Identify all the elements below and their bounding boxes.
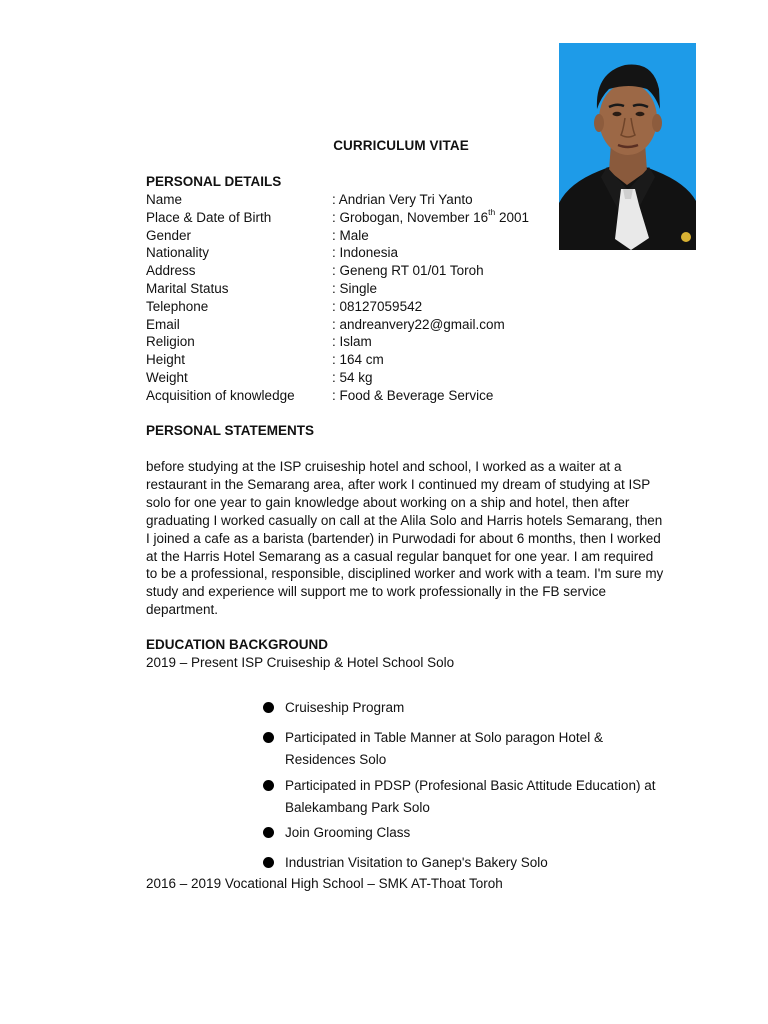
education-entry: 2016 – 2019 Vocational High School – SMK AT-Thoat Toroh xyxy=(146,876,503,891)
detail-value: : 54 kg xyxy=(332,369,373,385)
list-item xyxy=(262,727,662,771)
detail-value: : Islam xyxy=(332,334,372,350)
detail-value: : Geneng RT 01/01 Toroh xyxy=(332,263,484,279)
detail-label: Weight xyxy=(146,369,188,385)
personal-statements-heading: PERSONAL STATEMENTS xyxy=(146,423,315,438)
education-heading: EDUCATION BACKGROUND xyxy=(146,637,328,652)
bullet-icon xyxy=(263,780,274,791)
detail-value: : Andrian Very Tri Yanto xyxy=(332,192,473,207)
detail-label: Address xyxy=(146,263,196,279)
education-entry: 2019 – Present ISP Cruiseship & Hotel School Solo xyxy=(146,655,455,670)
list-item-text: Participated in Table Manner at Solo paragon Hotel & Residences Solo xyxy=(285,730,603,767)
detail-label: Telephone xyxy=(146,298,209,314)
list-item xyxy=(262,697,662,719)
bullet-icon xyxy=(263,702,274,713)
detail-label: Place & Date of Birth xyxy=(146,209,272,225)
detail-label: Email xyxy=(146,316,180,332)
detail-label: Acquisition of knowledge xyxy=(146,387,295,403)
bullet-icon xyxy=(263,732,274,743)
detail-value: : Single xyxy=(332,280,378,296)
birth-date-text: : Grobogan, November 16 xyxy=(332,209,489,225)
detail-value: : 164 cm xyxy=(332,352,384,368)
personal-details-heading: PERSONAL DETAILS xyxy=(146,174,282,189)
detail-label: Religion xyxy=(146,334,195,350)
detail-value: : Male xyxy=(332,227,369,243)
detail-label: Marital Status xyxy=(146,280,229,296)
education-bullet-list xyxy=(262,697,662,874)
list-item-text: Industrian Visitation to Ganep's Bakery Solo xyxy=(285,855,548,870)
detail-label: Height xyxy=(146,352,186,368)
list-item xyxy=(262,852,662,874)
bullet-icon xyxy=(263,857,274,868)
document-title: CURRICULUM VITAE xyxy=(333,138,469,153)
list-item xyxy=(262,822,662,844)
list-item xyxy=(262,775,662,819)
personal-statement-paragraph: before studying at the ISP cruiseship hotel and school, I worked as a waiter at a restaurant in the Semarang area, after work I continued my dream of studying at ISP solo for one year to gain knowledge about working on a ship and hotel, then after graduating I worked casually on call at the Alila Solo and Harris hotels Semarang, then I joined a cafe as a barista (bartender) in Purwodadi for about 6 months, then I worked at the Harris Hotel Semarang as a casual regular banquet for one year. I am required to be a professional, responsible, disciplined worker and work with a team. I'm sure my study and experience will support me to work professionally in the FB service department. xyxy=(146,459,664,618)
list-item-text: Participated in PDSP (Profesional Basic Attitude Education) at Balekambang Park Solo xyxy=(285,778,656,815)
detail-label: Name xyxy=(146,192,183,207)
list-item-text: Join Grooming Class xyxy=(285,825,411,840)
detail-value xyxy=(332,209,529,227)
birth-year-text: 2001 xyxy=(495,209,529,225)
detail-label: Nationality xyxy=(146,245,210,261)
ordinal-suffix: th xyxy=(488,207,496,218)
detail-value: : Indonesia xyxy=(332,245,399,261)
list-item-text: Cruiseship Program xyxy=(285,700,405,715)
detail-label: Gender xyxy=(146,227,192,243)
detail-value: : andreanvery22@gmail.com xyxy=(332,316,505,332)
detail-value: : 08127059542 xyxy=(332,298,423,314)
bullet-icon xyxy=(263,827,274,838)
detail-value: : Food & Beverage Service xyxy=(332,387,494,403)
